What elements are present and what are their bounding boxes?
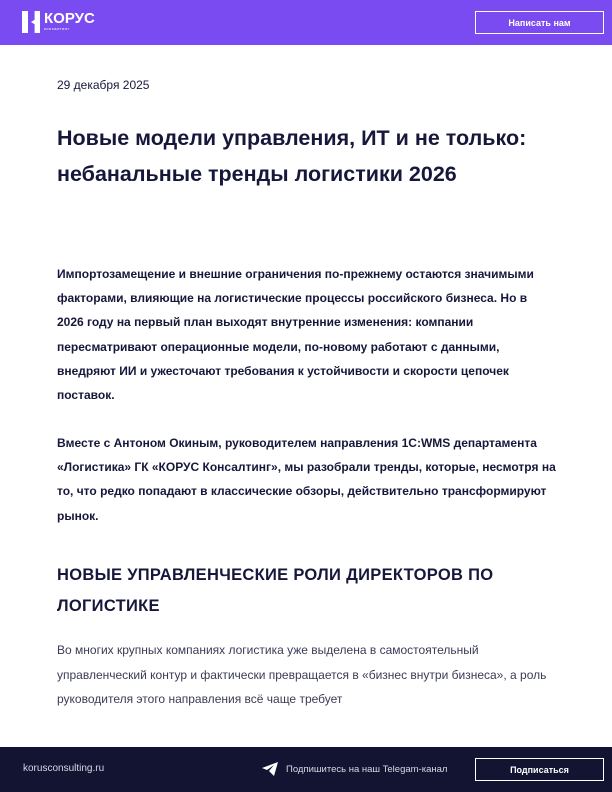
site-link[interactable]: korusconsulting.ru (23, 763, 105, 774)
section-heading: НОВЫЕ УПРАВЛЕНЧЕСКИЕ РОЛИ ДИРЕКТОРОВ ПО ЛОГИСТИКЕ (57, 566, 494, 615)
site-footer (0, 747, 612, 792)
section-paragraph: Во многих крупных компаниях логистика уже выделена в самостоятельный управленческий контур и фактически превращается в «бизнес внутри бизнеса», а роль руководителя этого направления всё чаще требует (57, 643, 547, 706)
lead-paragraph-2: Вместе с Антоном Окиным, руководителем направления 1С:WMS департамента «Логистика» ГК «КОРУС Консалтинг», мы разобрали тренды, которые, несмотря на то, что редко попадают в классические обзоры, действительно трансформируют рынок. (57, 436, 556, 523)
telegram-link[interactable] (262, 762, 447, 776)
korus-logo[interactable] (22, 11, 95, 33)
logo-mark-icon (22, 11, 40, 33)
telegram-text: Подпишитесь на наш Telegam-канал (286, 763, 448, 775)
site-header (0, 0, 612, 45)
article-date: 29 декабря 2025 (57, 78, 150, 92)
logo-text: КОРУС (44, 10, 95, 27)
write-us-button[interactable]: Написать нам (475, 11, 604, 34)
subscribe-button[interactable]: Подписаться (475, 758, 604, 781)
telegram-icon (262, 762, 278, 776)
article-title: Новые модели управления, ИТ и не только: небанальные тренды логистики 2026 (57, 126, 527, 186)
lead-paragraph-1: Импортозамещение и внешние ограничения по-прежнему остаются значимыми факторами, влияющие на логистические процессы российского бизнеса. Но в 2026 году на первый план выходят внутренние изменения: компании пересматривают операционные модели, по-новому работают с данными, внедряют ИИ и ужесточают требования к устойчивости и скорости цепочек поставок. (57, 267, 534, 403)
logo-subtitle: консалтинг (44, 26, 70, 31)
